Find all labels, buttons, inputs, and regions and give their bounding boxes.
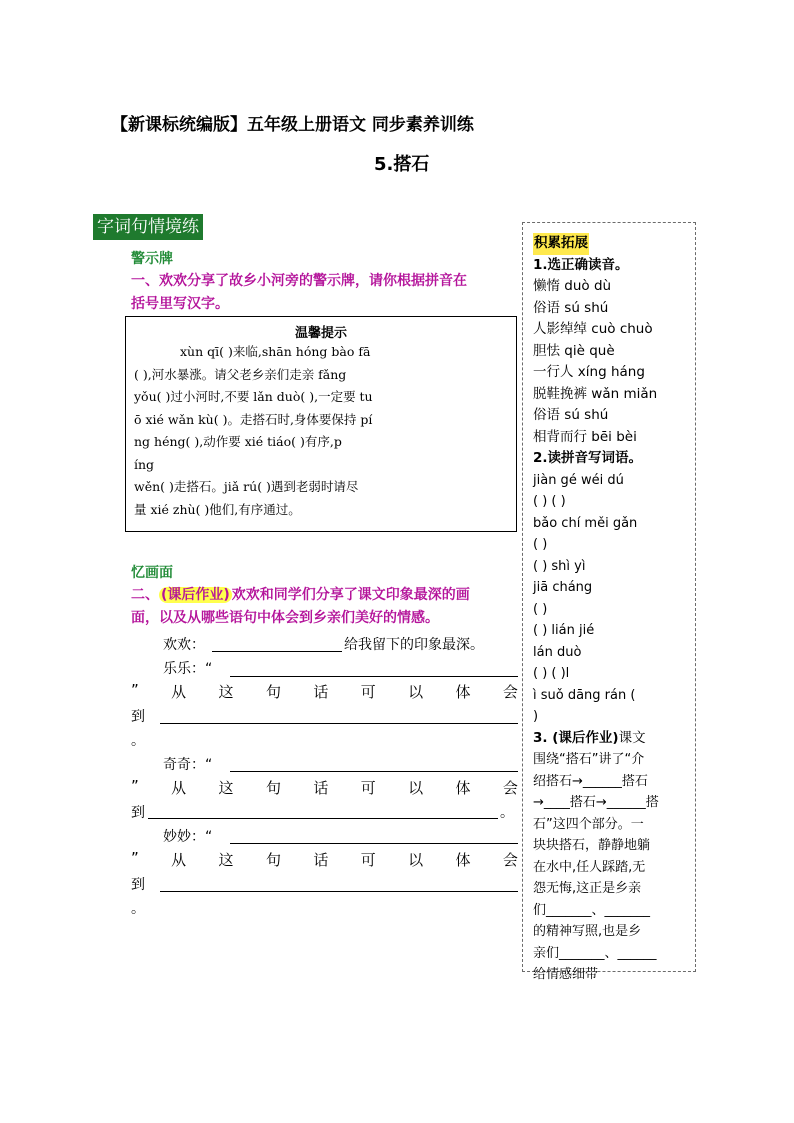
part2-question-line2: 面，以及从哪些语句中体会到乡亲们美好的情感。 — [131, 610, 439, 626]
sidebar-q1: 1.选正确读音。 — [533, 256, 629, 273]
part1-subtitle: 警示牌 — [131, 251, 173, 267]
pinyin-row: lán duò — [533, 644, 582, 660]
end-mark: 。 — [500, 805, 514, 821]
spread-char: 话 — [313, 779, 329, 797]
answer-line[interactable] — [230, 843, 518, 844]
spread-char: 句 — [265, 683, 281, 701]
q3-line: 亲们_______、______ — [533, 945, 657, 961]
answer-line[interactable] — [212, 651, 342, 652]
spread-row — [131, 777, 518, 798]
reading-item: 人影绰绰 cuò chuò — [533, 321, 653, 337]
notice-line: 量 xié zhù( )他们,有序通过。 — [134, 501, 301, 517]
spread-char: 以 — [408, 779, 424, 797]
q3-line: 的精神写照,也是乡 — [533, 924, 642, 939]
pinyin-row: bǎo chí měi gǎn — [533, 515, 638, 531]
spread-char: 以 — [408, 683, 424, 701]
reading-item: 懒惰 duò dù — [533, 278, 612, 294]
section-tag: 字词句情境练 — [93, 214, 203, 240]
q3-line: 石”这四个部分。一 — [533, 816, 644, 832]
notice-title: 温馨提示 — [294, 326, 347, 341]
pinyin-row: ( ) shì yì — [533, 558, 586, 574]
part1-question-line2: 括号里写汉字。 — [131, 296, 229, 312]
pinyin-row: jiā cháng — [533, 580, 593, 595]
reading-item: 脱鞋挽裤 wǎn miǎn — [533, 385, 658, 402]
q3-line: 给情感细带 — [533, 967, 599, 982]
spread-row — [131, 849, 518, 870]
spread-char: 从 — [171, 683, 187, 701]
q3-line: 在水中,任人踩踏,无 — [533, 859, 646, 875]
spread-char: 体 — [455, 779, 471, 797]
notice-line: wěn( )走搭石。jiǎ rú( )遇到老弱时请尽 — [134, 479, 359, 494]
sidebar-q3-num: 3. — [533, 729, 553, 746]
part2-question-line1 — [131, 584, 470, 607]
spread-char: 句 — [265, 779, 281, 797]
dao-label: 到 — [131, 709, 145, 725]
pinyin-row: ( ) ( )l — [533, 666, 570, 681]
spread-char: 会 — [502, 851, 518, 869]
spread-char: 从 — [171, 851, 187, 869]
spread-char: 话 — [313, 683, 329, 701]
part2-question-rest: 欢欢和同学们分享了课文印象最深的画 — [231, 587, 470, 603]
q3-line: 怨无悔,这正是乡亲 — [533, 881, 642, 896]
answer-line[interactable] — [230, 771, 518, 772]
spread-char: 这 — [218, 851, 234, 869]
q3-line: 围绕“搭石”讲了“介 — [533, 752, 645, 767]
spread-char: 这 — [218, 779, 234, 797]
notice-line: xùn qī( )来临,shān hóng bào fā — [180, 344, 371, 359]
reading-item: 俗语 sú shú — [533, 407, 609, 423]
pinyin-row: ( ) — [533, 601, 548, 617]
sidebar-q3-rest: 课文 — [618, 729, 646, 746]
notice-line: yǒu( )过小河时,不要 lǎn duò( ),一定要 tu — [134, 389, 373, 404]
answer-line[interactable] — [230, 676, 518, 677]
q3-line: 们_______、_______ — [533, 902, 651, 918]
spread-char: 可 — [360, 683, 376, 701]
lele-label: 乐乐：“ — [163, 661, 213, 677]
spread-char: 话 — [313, 851, 329, 869]
qiqi-label: 奇奇：“ — [163, 757, 213, 773]
spread-char: 会 — [502, 779, 518, 797]
spread-char: 体 — [455, 683, 471, 701]
spread-char: 句 — [265, 851, 281, 869]
notice-line: ( ),河水暴涨。请父老乡亲们走亲 fǎng — [134, 366, 347, 382]
end-mark: 。 — [131, 733, 145, 749]
lesson-title: 5.搭石 — [374, 154, 430, 175]
part2-question — [131, 584, 470, 630]
part2-prefix: 二、 — [131, 587, 159, 603]
notice-text — [126, 341, 516, 521]
pinyin-row: ) — [533, 709, 539, 724]
spread-char: 可 — [360, 851, 376, 869]
q3-line: →____搭石→______搭 — [533, 795, 659, 810]
sidebar-heading: 积累拓展 — [533, 233, 589, 255]
dao-label: 到 — [131, 805, 145, 821]
homework-tag: (课后作业) — [161, 587, 230, 603]
pinyin-row: ( ) — [533, 537, 548, 552]
part1-question-line1: 一、欢欢分享了故乡小河旁的警示牌，请你根据拼音在 — [131, 273, 467, 289]
pinyin-row: jiàn gé wéi dú — [533, 472, 624, 488]
spread-char: 这 — [218, 683, 234, 701]
huanhuan-label: 欢欢： — [163, 637, 205, 653]
notice-line: ō xié wǎn kù( )。走搭石时,身体要保持 pí — [134, 411, 373, 427]
spread-char: 以 — [408, 851, 424, 869]
warning-notice-box — [125, 316, 517, 532]
pinyin-row: ( ) ( ) — [533, 494, 566, 509]
part2-subtitle: 忆画面 — [131, 565, 173, 581]
reading-item: 胆怯 qiè què — [533, 342, 615, 359]
reading-item: 一行人 xíng háng — [533, 364, 645, 380]
miaomiao-label: 妙妙：“ — [163, 829, 213, 845]
part1-question — [131, 270, 467, 316]
spread-char: 会 — [502, 683, 518, 701]
sidebar-q3-tag: (课后作业) — [552, 729, 619, 746]
reading-item: 俗语 sú shú — [533, 299, 609, 316]
q3-line: 块块搭石，静静地躺 — [533, 838, 651, 853]
dao-label: 到 — [131, 877, 145, 893]
spread-char: ” — [131, 777, 139, 795]
huanhuan-suffix: 给我留下的印象最深。 — [344, 637, 484, 653]
spread-row — [131, 681, 518, 702]
pinyin-row: ì suǒ dāng rán ( — [533, 687, 636, 703]
spread-char: ” — [131, 849, 139, 867]
answer-line[interactable] — [148, 818, 498, 819]
accumulation-sidebar — [522, 222, 696, 982]
pinyin-row: ( ) lián jié — [533, 623, 595, 638]
end-mark: 。 — [131, 901, 145, 917]
q3-line: 绍搭石→______搭石 — [533, 773, 648, 789]
reading-item: 相背而行 bēi bèi — [533, 428, 637, 445]
spread-char: 可 — [360, 779, 376, 797]
spread-char: 从 — [171, 779, 187, 797]
notice-line: íng — [134, 456, 155, 472]
spread-char: 体 — [455, 851, 471, 869]
sidebar-q2: 2.读拼音写词语。 — [533, 450, 643, 466]
answer-line[interactable] — [160, 891, 518, 892]
answer-line[interactable] — [160, 723, 518, 724]
worksheet-header: 【新课标统编版】五年级上册语文 同步素养训练 — [111, 115, 474, 135]
notice-line: ng héng( ),动作要 xié tiáo( )有序,p — [134, 434, 342, 449]
spread-char: ” — [131, 681, 139, 699]
